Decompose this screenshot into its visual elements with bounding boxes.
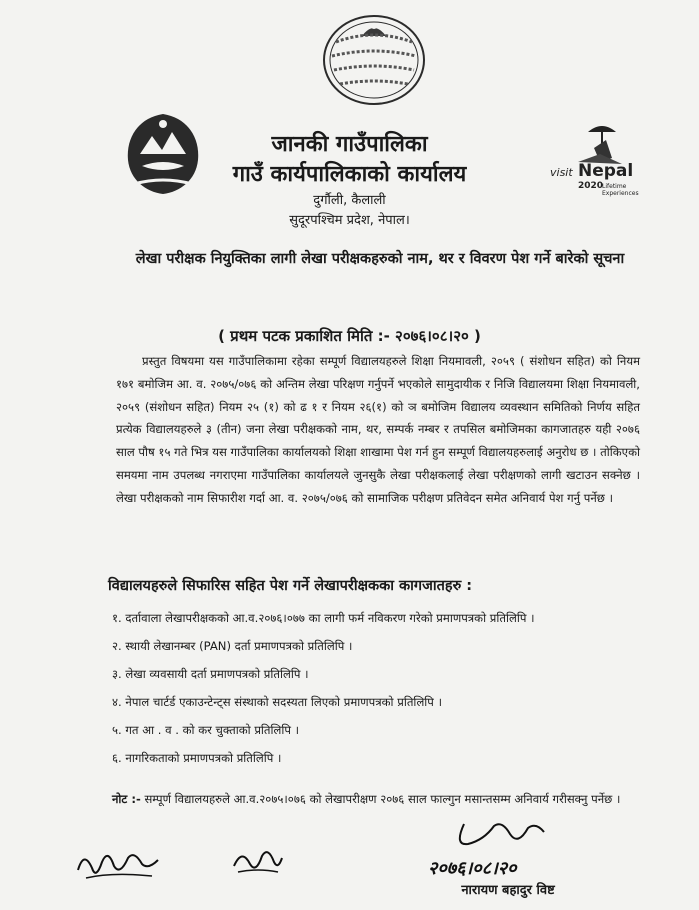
- signature-3: [424, 816, 584, 888]
- municipality-seal-icon: [318, 8, 430, 108]
- note: [112, 788, 642, 810]
- list-item: ४. नेपाल चार्टर्ड एकाउन्टेन्ट्स संस्थाको सदस्यता लिएको प्रमाणपत्रको प्रतिलिपि ।: [112, 695, 442, 709]
- note-label: नोट :-: [112, 792, 141, 806]
- list-item: ३. लेखा व्यवसायी दर्ता प्रमाणपत्रको प्रतिलिपि ।: [112, 667, 309, 681]
- published-date: ( प्रथम पटक प्रकाशित मिति :- २०७६।०८।२० ): [218, 327, 481, 345]
- svg-text:2020: 2020: [578, 181, 604, 191]
- svg-text:Experiences: Experiences: [602, 190, 639, 197]
- notice-title: लेखा परीक्षक नियुक्तिका लागी लेखा परीक्षकहरुको नाम, थर र विवरण पेश गर्ने बारेको सूचना: [135, 251, 625, 267]
- notice-body: प्रस्तुत विषयमा यस गाउँपालिकामा रहेका सम्पूर्ण विद्यालयहरुले शिक्षा नियमावली, २०५९ ( संशोधन सहित) को नियम १७१ बमोजिम आ. व. २०७५/०७६ को अन्तिम लेखा परिक्षण गर्नुपर्ने भएकोले सामुदायीक र निजि विद्यालयमा शिक्षा नियमावली, २०५९ (संशोधन सहित) नियम २५ (१) को ढ १ र नियम २६(१) को ञ बमोजिम विद्यालय व्यवस्थान समितिको निर्णय सहित प्रत्येक विद्यालयहरुले ३ (तीन) जना लेखा परीक्षकको नाम, थर, सम्पर्क नम्बर र तपसिल बमोजिमका कागजातहरु यही २०७६ साल पौष १५ गते भित्र यस गाउँपालिका कार्यालयको शिक्षा शाखामा पेश गर्न हुन सम्पूर्ण विद्यालयहरुलाई अनुरोध छ । तोकिएको समयमा नाम उपलब्ध नगराएमा गाउँपालिका कार्यालयले जुनसुकै लेखा परीक्षकलाई लेखा परीक्षणको लागी खटाउन सक्नेछ । लेखा परीक्षकको नाम सिफारीश गर्दा आ. व. २०७५/०७६ को सामाजिक परीक्षण प्रतिवेदन समेत अनिवार्य पेश गर्नु पर्नेछ ।: [116, 354, 640, 505]
- signature-1: [72, 840, 164, 888]
- office-name: गाउँ कार्यपालिकाको कार्यालय: [232, 162, 467, 187]
- svg-text:Lifetime: Lifetime: [602, 183, 627, 190]
- list-item: २. स्थायी लेखानम्बर (PAN) दर्ता प्रमाणपत्रको प्रतिलिपि ।: [112, 639, 353, 653]
- list-item: ६. नागरिकताको प्रमाणपत्रको प्रतिलिपि ।: [112, 751, 282, 765]
- svg-text:visit: visit: [550, 166, 573, 179]
- signature-date: २०७६।०८।२०: [428, 858, 517, 879]
- office-location: दुर्गौली, कैलाली: [313, 193, 386, 208]
- documents-heading: विद्यालयहरुले सिफारिस सहित पेश गर्ने लेखापरीक्षकका कागजातहरु :: [108, 578, 473, 594]
- org-name: जानकी गाउँपालिका: [271, 132, 428, 157]
- note-text: सम्पूर्ण विद्यालयहरुले आ.व.२०७५।०७६ को लेखापरीक्षण २०७६ साल फाल्गुन मसान्तसम्म अनिवार्य गरीसक्नु पर्नेछ ।: [144, 792, 621, 806]
- svg-text:Nepal: Nepal: [578, 161, 634, 181]
- signer-name: नारायण बहादुर विष्ट: [461, 883, 555, 898]
- list-item: १. दर्तावाला लेखापरीक्षकको आ.व.२०७६।०७७ का लागी फर्म नविकरण गरेको प्रमाणपत्रको प्रतिलिपि ।: [112, 611, 535, 625]
- signature-2: [228, 842, 286, 880]
- office-province: सुदूरपश्चिम प्रदेश, नेपाल।: [289, 213, 410, 228]
- list-item: ५. गत आ . व . को कर चुक्ताको प्रतिलिपि ।: [112, 723, 300, 737]
- documents-list: [112, 608, 642, 776]
